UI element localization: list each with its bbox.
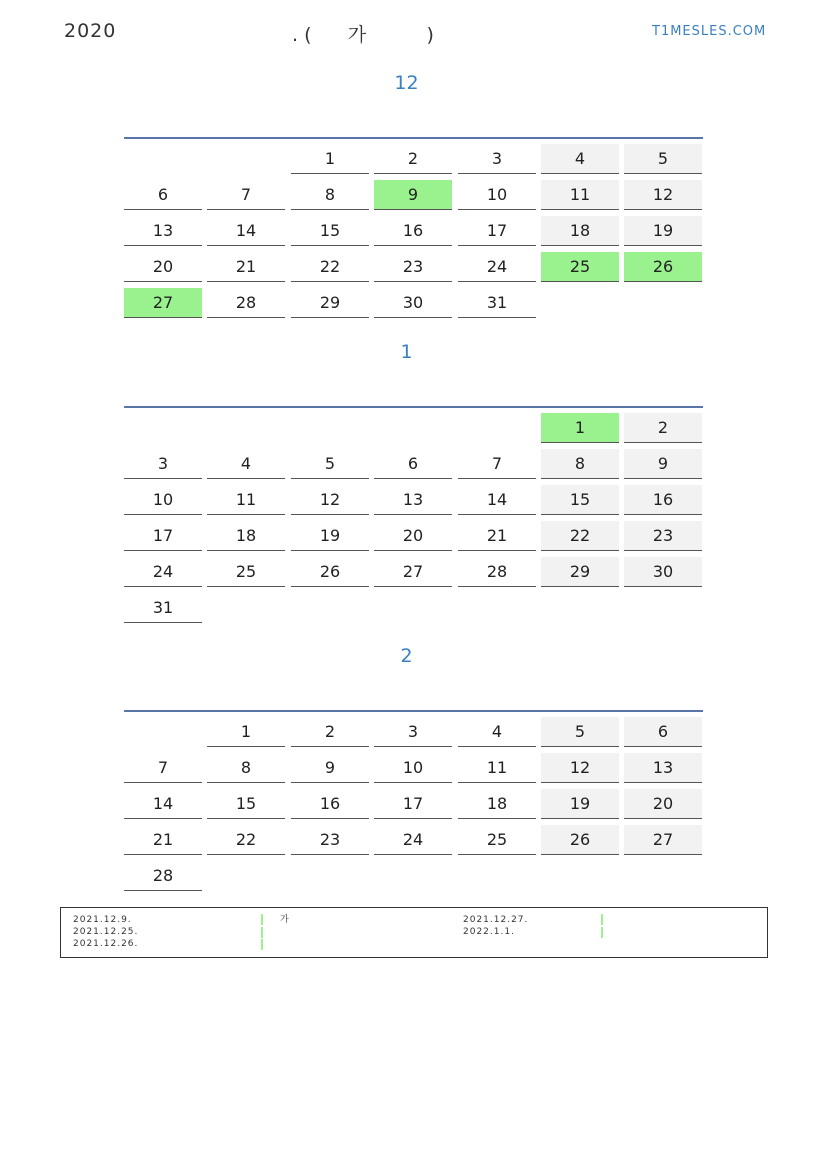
calendar-day: 19 (541, 789, 619, 819)
calendar-day: 8 (541, 449, 619, 479)
calendar-day: 8 (207, 753, 285, 783)
site-brand-link[interactable]: T1MESLES.COM (652, 24, 767, 39)
calendar-day: 5 (541, 717, 619, 747)
legend-date: 2021.12.26. (73, 939, 139, 949)
calendar-day: 10 (374, 753, 452, 783)
calendar-day: 4 (458, 717, 536, 747)
calendar-day: 28 (207, 288, 285, 318)
calendar-day: 14 (124, 789, 202, 819)
calendar-day: 18 (458, 789, 536, 819)
calendar-day: 3 (458, 144, 536, 174)
calendar-day: 29 (541, 557, 619, 587)
month-title: 12 (394, 72, 419, 94)
calendar-day: 15 (291, 216, 369, 246)
calendar-day: 28 (124, 861, 202, 891)
calendar-day: 17 (458, 216, 536, 246)
calendar-day: 21 (207, 252, 285, 282)
legend-description: 가 (280, 915, 289, 925)
calendar-day: 7 (458, 449, 536, 479)
calendar-day: 4 (207, 449, 285, 479)
calendar-day: 3 (374, 717, 452, 747)
calendar-day: 7 (124, 753, 202, 783)
calendar-day: 7 (207, 180, 285, 210)
calendar-day: 5 (291, 449, 369, 479)
calendar-day: 13 (374, 485, 452, 515)
calendar-day: 2 (374, 144, 452, 174)
calendar-day: 26 (541, 825, 619, 855)
calendar-day: 9 (624, 449, 702, 479)
calendar-day: 25 (207, 557, 285, 587)
legend-date: 2021.12.9. (73, 915, 132, 925)
calendar-day: 10 (124, 485, 202, 515)
legend-date: 2021.12.27. (463, 915, 529, 925)
calendar-top-rule (124, 137, 703, 139)
calendar-top-rule (124, 406, 703, 408)
calendar-day: 29 (291, 288, 369, 318)
legend-marker (601, 927, 603, 938)
calendar-day: 20 (124, 252, 202, 282)
calendar-day: 24 (458, 252, 536, 282)
calendar-day: 6 (124, 180, 202, 210)
calendar-day: 11 (541, 180, 619, 210)
month-title: 1 (400, 341, 413, 363)
header-title: . ( 가 ) (292, 24, 434, 46)
calendar-day: 30 (374, 288, 452, 318)
calendar-day: 19 (624, 216, 702, 246)
calendar-day: 30 (624, 557, 702, 587)
calendar-day: 14 (207, 216, 285, 246)
calendar-day: 16 (374, 216, 452, 246)
calendar-day: 27 (124, 288, 202, 318)
calendar-day: 20 (624, 789, 702, 819)
calendar-day: 6 (374, 449, 452, 479)
legend-marker (261, 939, 263, 950)
calendar-day: 21 (124, 825, 202, 855)
calendar-day: 17 (374, 789, 452, 819)
calendar-day: 24 (374, 825, 452, 855)
calendar-day: 18 (541, 216, 619, 246)
calendar-day: 15 (207, 789, 285, 819)
calendar-day: 13 (124, 216, 202, 246)
calendar-day: 1 (541, 413, 619, 443)
legend-date: 2021.12.25. (73, 927, 139, 937)
calendar-day: 14 (458, 485, 536, 515)
calendar-day: 28 (458, 557, 536, 587)
calendar-day: 25 (458, 825, 536, 855)
calendar-day: 15 (541, 485, 619, 515)
calendar-day: 19 (291, 521, 369, 551)
calendar-day: 26 (291, 557, 369, 587)
month-title: 2 (400, 645, 413, 667)
calendar-day: 31 (124, 593, 202, 623)
calendar-day: 12 (541, 753, 619, 783)
calendar-day: 9 (291, 753, 369, 783)
calendar-day: 8 (291, 180, 369, 210)
header-year: 2020 (64, 20, 117, 42)
calendar-day: 23 (291, 825, 369, 855)
calendar-day: 12 (624, 180, 702, 210)
legend-date: 2022.1.1. (463, 927, 515, 937)
calendar-day: 12 (291, 485, 369, 515)
calendar-day: 21 (458, 521, 536, 551)
calendar-day: 6 (624, 717, 702, 747)
calendar-day: 10 (458, 180, 536, 210)
calendar-day: 5 (624, 144, 702, 174)
calendar-day: 24 (124, 557, 202, 587)
calendar-day: 11 (458, 753, 536, 783)
legend-marker (261, 914, 263, 925)
calendar-day: 2 (624, 413, 702, 443)
calendar-day: 27 (374, 557, 452, 587)
legend-marker (601, 914, 603, 925)
calendar-day: 31 (458, 288, 536, 318)
calendar-day: 1 (291, 144, 369, 174)
calendar-day: 22 (291, 252, 369, 282)
calendar-day: 11 (207, 485, 285, 515)
calendar-day: 22 (207, 825, 285, 855)
calendar-day: 22 (541, 521, 619, 551)
calendar-day: 13 (624, 753, 702, 783)
calendar-day: 25 (541, 252, 619, 282)
calendar-day: 2 (291, 717, 369, 747)
calendar-day: 17 (124, 521, 202, 551)
calendar-day: 20 (374, 521, 452, 551)
calendar-day: 23 (624, 521, 702, 551)
calendar-day: 4 (541, 144, 619, 174)
calendar-top-rule (124, 710, 703, 712)
calendar-day: 9 (374, 180, 452, 210)
calendar-day: 23 (374, 252, 452, 282)
legend-marker (261, 927, 263, 938)
calendar-day: 27 (624, 825, 702, 855)
calendar-day: 3 (124, 449, 202, 479)
holiday-legend (60, 907, 768, 958)
calendar-day: 16 (291, 789, 369, 819)
calendar-day: 16 (624, 485, 702, 515)
calendar-day: 26 (624, 252, 702, 282)
calendar-day: 18 (207, 521, 285, 551)
calendar-day: 1 (207, 717, 285, 747)
